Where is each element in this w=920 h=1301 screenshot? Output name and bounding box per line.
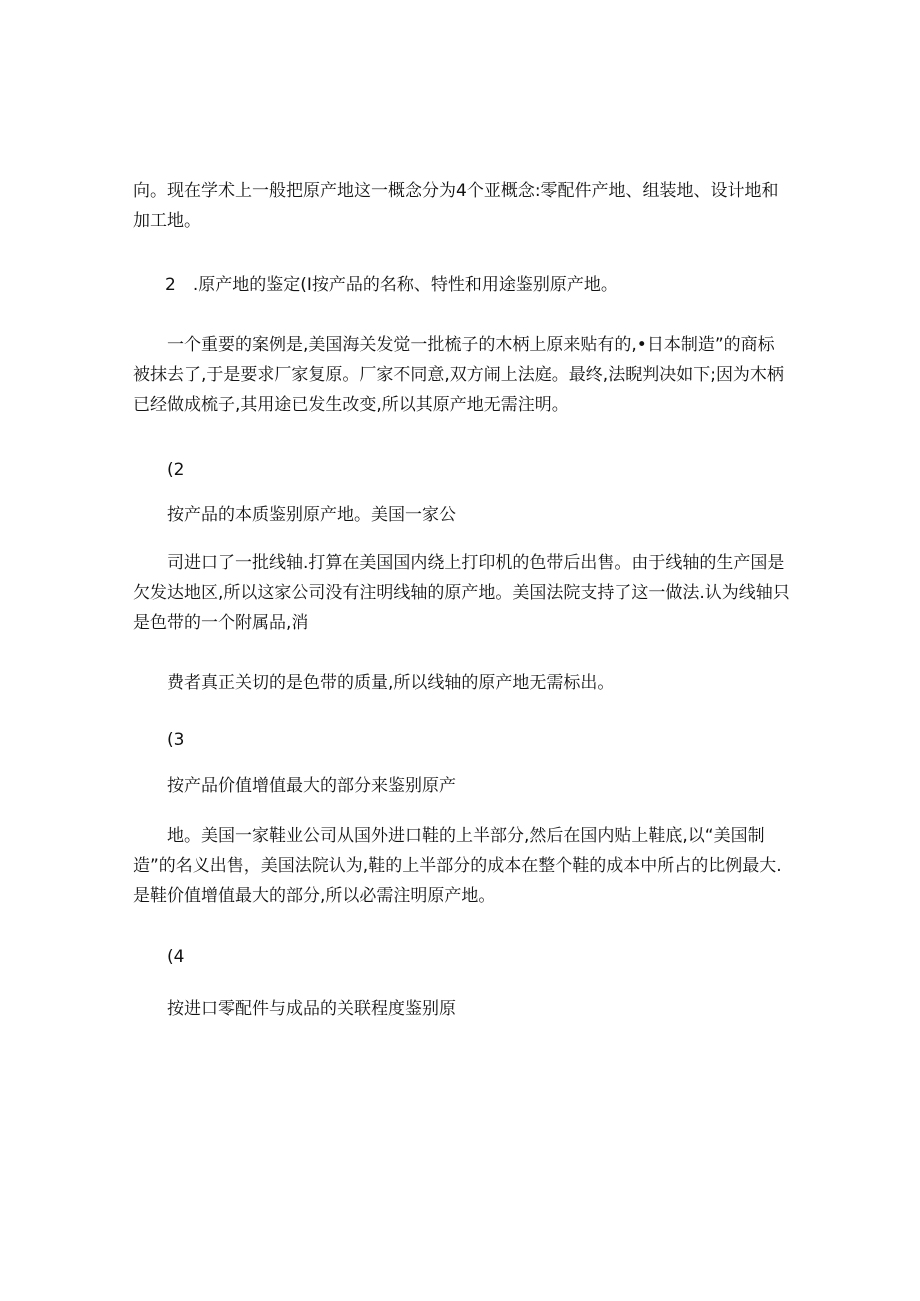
text-line: 2 .原产地的鉴定(I按产品的名称、特性和用途鉴别原产地。 [165,275,618,295]
text-line: 是色带的一个附属品,消 [133,613,309,633]
subheading-essence [167,500,827,530]
text-line: 一个重要的案例是,美国海关发觉一批梳子的木柄上原来贴有的,•日本制造”的商标 [167,335,775,355]
subheading-component-relation [167,994,827,1024]
text-line: 费者真正关切的是色带的质量,所以线轴的原产地无需标出。 [167,673,615,693]
subheading-value-added [167,771,827,801]
list-marker-2 [167,455,827,485]
text-line: 造”的名义出售，美国法院认为,鞋的上半部分的成本在整个鞋的成本中所占的比例最大. [133,856,782,876]
text-line: 按进口零配件与成品的关联程度鉴别原 [167,999,456,1019]
paragraph-consumer-concern [167,668,827,698]
text-line: 已经做成梳子,其用途已发生改变,所以其原产地无需注明。 [133,395,569,415]
paragraph-comb-case [133,330,793,420]
list-marker-3 [167,725,827,755]
text-line: (4 [167,947,185,967]
text-line: 地。美国一家鞋业公司从国外进口鞋的上半部分,然后在国内贴上鞋底,以“美国制 [167,826,765,846]
text-line: (2 [167,460,185,480]
text-line: 是鞋价值增值最大的部分,所以必需注明原产地。 [133,886,496,906]
text-line: 加工地。 [133,211,201,231]
text-line: 按产品的本质鉴别原产地。美国一家公 [167,505,456,525]
paragraph-shoe-case [133,821,793,911]
text-line: (3 [167,730,185,750]
section-heading-origin-identification [165,270,825,300]
text-line: 欠发达地区,所以这家公司没有注明线轴的原产地。美国法院支持了这一做法.认为线轴只 [133,583,790,603]
text-line: 被抹去了,于是要求厂家复原。厂家不同意,双方闹上法庭。最终,法睨判决如下;因为木柄 [133,365,784,385]
paragraph-spool-case [133,548,793,638]
text-line: 司进口了一批线轴.打算在美国国内绕上打印机的色带后出售。由于线轴的生产国是 [167,553,785,573]
text-line: 按产品价值增值最大的部分来鉴别原产 [167,776,456,796]
paragraph-subconcepts [133,176,793,236]
text-line: 向。现在学术上一般把原产地这一概念分为4个亚概念:零配件产地、组装地、设计地和 [133,181,779,201]
list-marker-4 [167,942,827,972]
